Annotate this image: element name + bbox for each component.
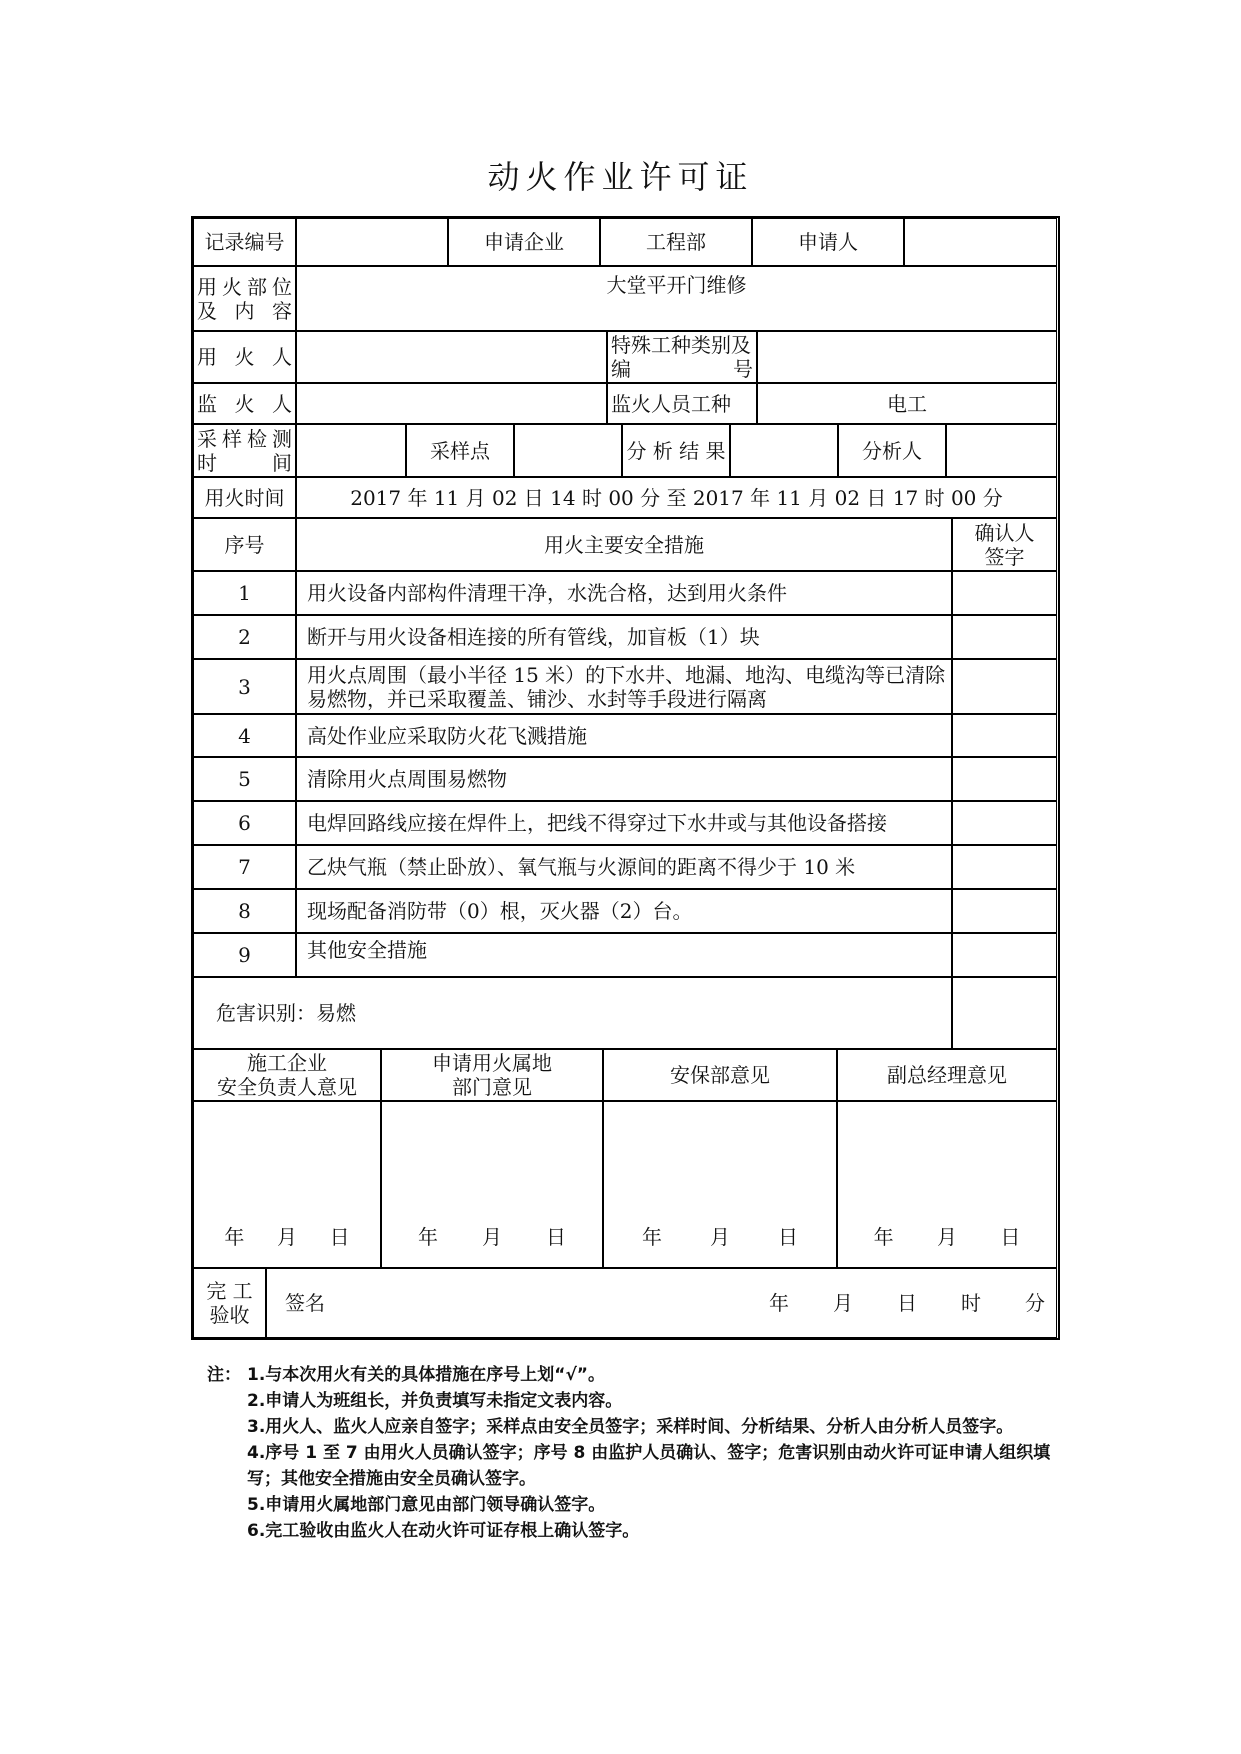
- measure-no: 8: [193, 889, 296, 933]
- opinion-header-safety: 施工企业 安全负责人意见: [193, 1049, 381, 1101]
- opinion-box-department[interactable]: 年 月 日: [381, 1101, 603, 1268]
- record-no-field[interactable]: [296, 218, 448, 266]
- confirm-sign-field[interactable]: [952, 845, 1057, 889]
- applicant-field[interactable]: [904, 218, 1057, 266]
- measure-no: 9: [193, 933, 296, 977]
- measure-no: 2: [193, 615, 296, 659]
- measure-text: 现场配备消防带（0）根，灭火器（2）台。: [296, 889, 952, 933]
- measure-text: 用火设备内部构件清理干净，水洗合格，达到用火条件: [296, 571, 952, 615]
- sampling-time-field[interactable]: [296, 424, 406, 477]
- measure-text: 电焊回路线应接在焊件上，把线不得穿过下水井或与其他设备搭接: [296, 801, 952, 845]
- measures-no-header: 序号: [193, 518, 296, 571]
- company-field[interactable]: 工程部: [600, 218, 752, 266]
- fire-location-label: 用火部位 及 内 容: [193, 266, 296, 331]
- completion-label: 完 工 验收: [193, 1268, 266, 1338]
- completion-sign-field[interactable]: 签名 年 月 日 时 分: [266, 1268, 1057, 1338]
- hazard-identification[interactable]: 危害识别：易燃: [193, 977, 952, 1049]
- opinion-box-security[interactable]: 年 月 日: [603, 1101, 837, 1268]
- record-no-label: 记录编号: [193, 218, 296, 266]
- measure-text: 清除用火点周围易燃物: [296, 757, 952, 801]
- watcher-type-field[interactable]: 电工: [757, 383, 1057, 424]
- measure-text: 其他安全措施: [296, 933, 952, 977]
- watcher-type-label: 监火人员工种: [607, 383, 757, 424]
- sampling-time-label: 采样检测 时 间: [193, 424, 296, 477]
- measure-no: 1: [193, 571, 296, 615]
- special-type-label: 特殊工种类别及 编 号: [607, 331, 757, 383]
- sampling-point-field[interactable]: [514, 424, 622, 477]
- hazard-sign-field[interactable]: [952, 977, 1057, 1049]
- opinion-header-department: 申请用火属地 部门意见: [381, 1049, 603, 1101]
- measure-no: 6: [193, 801, 296, 845]
- confirm-sign-field[interactable]: [952, 933, 1057, 977]
- fire-location-field[interactable]: 大堂平开门维修: [296, 266, 1057, 331]
- fire-watcher-field[interactable]: [296, 383, 607, 424]
- fire-time-field[interactable]: 2017 年 11 月 02 日 14 时 00 分 至 2017 年 11 月 02 日 17 时 00 分: [296, 477, 1057, 518]
- opinion-header-security: 安保部意见: [603, 1049, 837, 1101]
- measure-text: 用火点周围（最小半径 15 米）的下水井、地漏、地沟、电缆沟等已清除易燃物，并已采取覆盖、铺沙、水封等手段进行隔离: [296, 659, 952, 714]
- fire-user-field[interactable]: [296, 331, 607, 383]
- special-type-field[interactable]: [757, 331, 1057, 383]
- confirm-sign-field[interactable]: [952, 714, 1057, 757]
- measure-no: 7: [193, 845, 296, 889]
- measure-no: 4: [193, 714, 296, 757]
- sampling-point-label: 采样点: [406, 424, 514, 477]
- page-title: 动火作业许可证: [487, 158, 754, 196]
- measure-no: 5: [193, 757, 296, 801]
- permit-form: [191, 216, 1060, 1340]
- measure-text: 断开与用火设备相连接的所有管线，加盲板（1）块: [296, 615, 952, 659]
- opinion-box-vp[interactable]: 年 月 日: [837, 1101, 1057, 1268]
- analyst-field[interactable]: [946, 424, 1057, 477]
- opinion-header-vp: 副总经理意见: [837, 1049, 1057, 1101]
- confirm-sign-field[interactable]: [952, 801, 1057, 845]
- opinion-box-safety[interactable]: 年 月 日: [193, 1101, 381, 1268]
- confirm-sign-field[interactable]: [952, 889, 1057, 933]
- analyst-label: 分析人: [838, 424, 946, 477]
- measures-title-header: 用火主要安全措施: [296, 518, 952, 571]
- measure-text: 乙炔气瓶（禁止卧放）、氧气瓶与火源间的距离不得少于 10 米: [296, 845, 952, 889]
- analysis-result-label: 分 析 结 果: [622, 424, 730, 477]
- measure-text: 高处作业应采取防火花飞溅措施: [296, 714, 952, 757]
- confirm-header: 确认人 签字: [952, 518, 1057, 571]
- analysis-result-field[interactable]: [730, 424, 838, 477]
- confirm-sign-field[interactable]: [952, 615, 1057, 659]
- measure-no: 3: [193, 659, 296, 714]
- fire-time-label: 用火时间: [193, 477, 296, 518]
- fire-user-label: 用 火 人: [193, 331, 296, 383]
- confirm-sign-field[interactable]: [952, 659, 1057, 714]
- company-label: 申请企业: [448, 218, 600, 266]
- fire-watcher-label: 监 火 人: [193, 383, 296, 424]
- confirm-sign-field[interactable]: [952, 571, 1057, 615]
- notes: 注： 1.与本次用火有关的具体措施在序号上划“√”。 2.申请人为班组长，并负责填写未指定文表内容。 3.用火人、监火人应亲自签字；采样点由安全员签字；采样时间、分析结果、分析人由分析人员签字。 4.序号 1 至 7 由用火人员确认签字；序号 8 由监护人员确认、签字；危害识别由动火许可证申请人组织填写；其他安全措施由安全员确认签字。 5.申请用火属地部门意见由部门领导确认签字。 6.完工验收由监火人在动火许可证存根上确认签字。: [207, 1365, 1051, 1541]
- applicant-label: 申请人: [752, 218, 904, 266]
- confirm-sign-field[interactable]: [952, 757, 1057, 801]
